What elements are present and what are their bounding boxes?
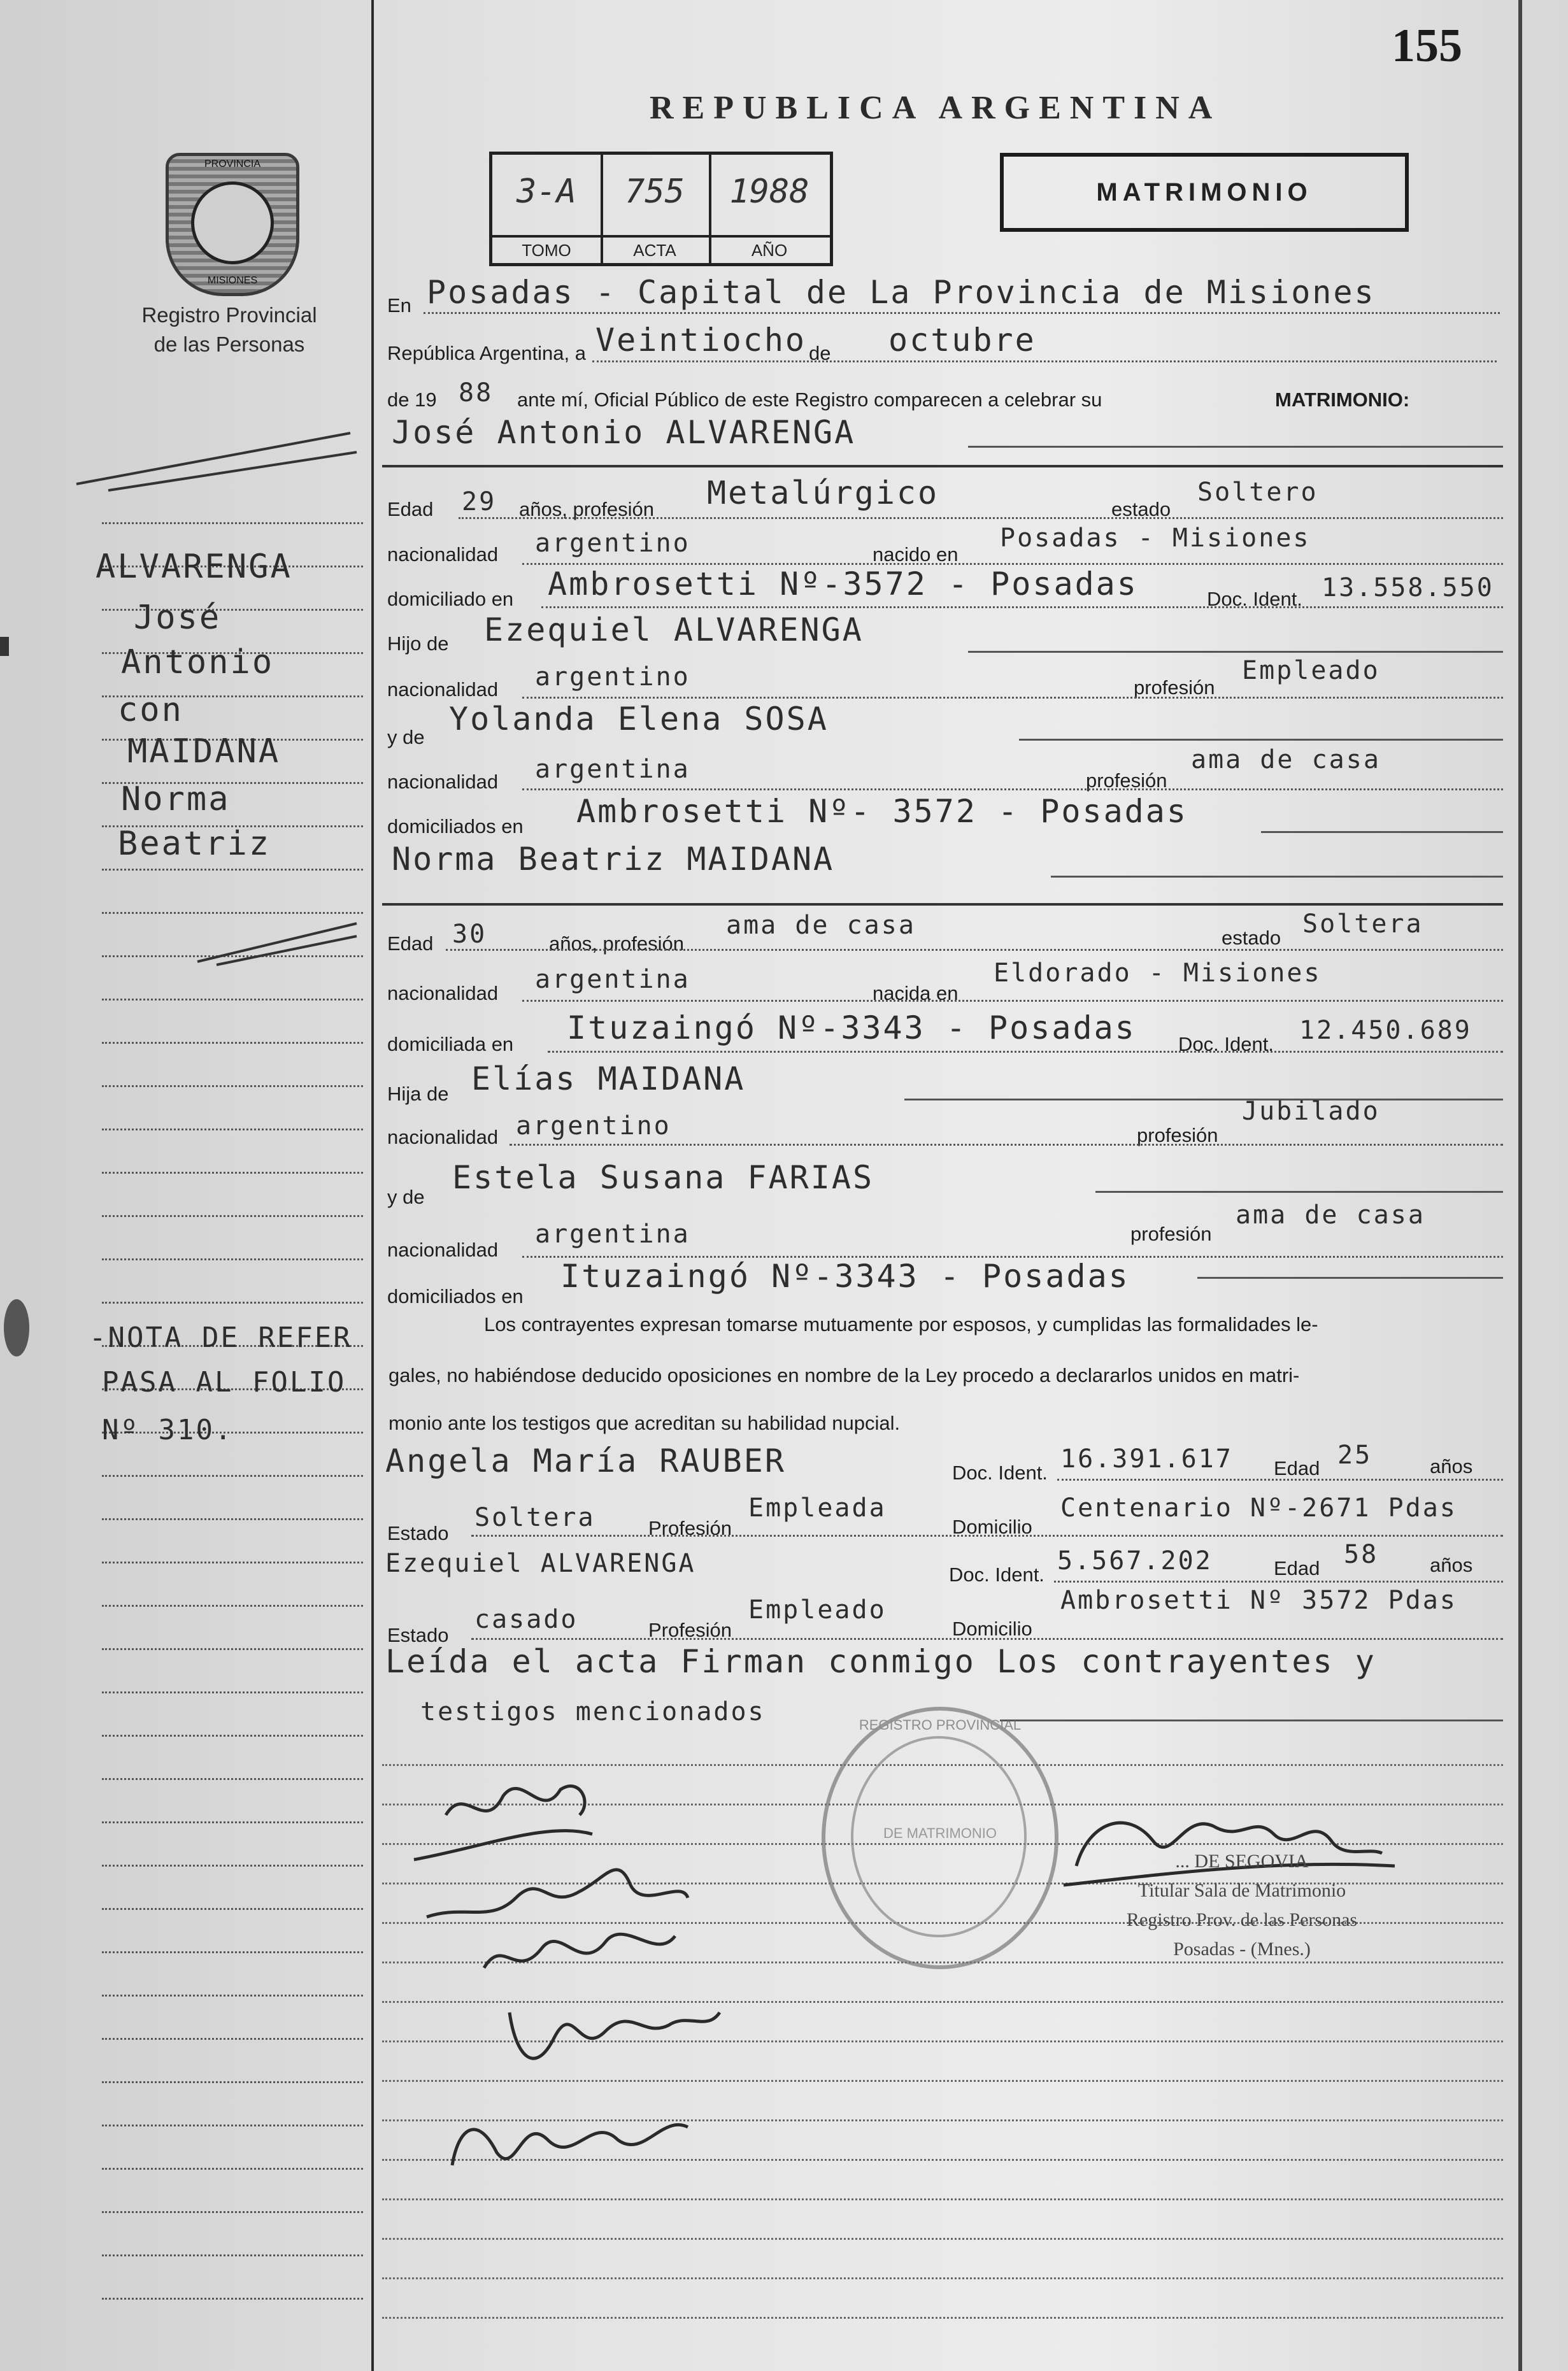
margin-rule-line [102, 2254, 363, 2256]
groom-mother-line [1019, 739, 1503, 741]
witness2-doc-line [1054, 1581, 1503, 1583]
declaration-line1: Los contrayentes expresan tomarse mutuamente por esposos, y cumplidas las formalidades le- [484, 1313, 1318, 1335]
groom-mprof-label: profesión [1086, 769, 1167, 792]
witness2-estado-line [471, 1638, 1503, 1640]
groom-mother-nac: argentina [535, 755, 690, 784]
witness1-prof: Empleada [748, 1493, 887, 1523]
margin-note-3: Nº 310. [102, 1414, 234, 1446]
bride-mother: Estela Susana FARIAS [452, 1159, 874, 1196]
reference-box [489, 152, 833, 266]
stamp-text-side: DE MATRIMONIO [883, 1825, 997, 1841]
groom-fprof-label: profesión [1134, 676, 1215, 699]
official-name: ... DE SEGOVIA [1175, 1851, 1309, 1872]
bride-nac-label: nacionalidad [387, 982, 499, 1004]
registry-stamp-icon [822, 1707, 1058, 1969]
bride-nacida-label: nacida en [873, 982, 959, 1004]
groom-mnac-label: nacionalidad [387, 771, 499, 793]
margin-con: con [118, 691, 183, 729]
witness1-prof-label: Profesión [648, 1517, 732, 1539]
bride-fnac-label: nacionalidad [387, 1126, 499, 1148]
witness1-estado-label: Estado [387, 1522, 449, 1544]
place-line [424, 312, 1500, 314]
signatures-parties [388, 1758, 796, 2242]
official-role1: Titular Sala de Matrimonio [1137, 1880, 1346, 1901]
margin-rule-line [102, 1042, 363, 1044]
groom-mother-prof: ama de casa [1191, 745, 1381, 774]
margin-note-2: PASA AL FOLIO [102, 1366, 346, 1399]
bride-mprof-label: profesión [1130, 1223, 1212, 1245]
republica-label: República Argentina, a [387, 342, 586, 364]
groom-father-line [968, 651, 1503, 653]
seal-text-bottom: MISIONES [207, 275, 258, 286]
bride-mother-prof: ama de casa [1236, 1200, 1425, 1230]
margin-rule-line [102, 1258, 363, 1260]
groom-fnac-label: nacionalidad [387, 678, 499, 701]
bride-dom-line [548, 1051, 1503, 1053]
margin-slash-2 [191, 917, 363, 968]
seal-text-top: PROVINCIA [204, 159, 260, 169]
place-value: Posadas - Capital de La Provincia de Misiones [427, 274, 1376, 311]
margin-rule-line [102, 1129, 363, 1130]
official-place: Posadas - (Mnes.) [1173, 1939, 1311, 1960]
bride-father-nac: argentino [516, 1111, 671, 1141]
margin-rule-line [102, 2168, 363, 2170]
bride-domicilio: Ituzaingó Nº-3343 - Posadas [567, 1009, 1136, 1046]
bride-pdom-line [1197, 1277, 1503, 1279]
margin-rule-line [102, 1951, 363, 1953]
paper-notch [4, 1299, 29, 1356]
groom-father-prof: Empleado [1242, 656, 1380, 685]
document-title: MATRIMONIO [1000, 153, 1409, 232]
official-block [1083, 1847, 1401, 1964]
margin-rule-line [102, 869, 363, 871]
witness1-doc: 16.391.617 [1060, 1444, 1233, 1474]
groom-nacido-label: nacido en [873, 543, 959, 566]
margin-rule-line [102, 2298, 363, 2300]
margin-rule-line [102, 1605, 363, 1607]
groom-name-line [968, 446, 1503, 448]
anio-value: 1988 [729, 173, 809, 211]
margin-rule-line [102, 1691, 363, 1693]
margin-given-2a: Norma [121, 780, 231, 818]
groom-pdom-line [1261, 831, 1503, 833]
witness1-edad-label: Edad [1274, 1457, 1320, 1479]
acta-value: 755 [625, 173, 685, 211]
groom-edad: 29 [462, 487, 497, 516]
groom-nac-line [522, 563, 1503, 565]
groom-pdom-label: domiciliados en [387, 815, 524, 837]
bride-nac-line [522, 1000, 1503, 1002]
groom-estado-label: estado [1111, 498, 1171, 520]
margin-rule [371, 0, 374, 2371]
bride-father-line [904, 1099, 1503, 1100]
bride-nacionalidad: argentina [535, 965, 690, 994]
witness2-estado-label: Estado [387, 1624, 449, 1646]
groom-nacido-en: Posadas - Misiones [1000, 523, 1311, 553]
witness2-doc: 5.567.202 [1057, 1546, 1213, 1576]
tomo-cell [492, 155, 603, 263]
groom-anios-label: años, profesión [519, 498, 654, 520]
bride-mother-nac: argentina [535, 1220, 690, 1249]
bride-father-prof: Jubilado [1242, 1097, 1380, 1126]
margin-rule-line [102, 912, 363, 914]
acta-label: ACTA [601, 235, 709, 263]
groom-parents-dom: Ambrosetti Nº- 3572 - Posadas [576, 793, 1188, 830]
witness2-edad: 58 [1344, 1540, 1379, 1569]
groom-full-name: José Antonio ALVARENGA [392, 414, 856, 451]
bride-estado-label: estado [1222, 927, 1281, 949]
declaration-line3: monio ante los testigos que acreditan su habilidad nupcial. [388, 1412, 901, 1434]
witness1-dom: Centenario Nº-2671 Pdas [1060, 1493, 1457, 1523]
bride-dom-label: domiciliada en [387, 1033, 514, 1055]
groom-y-de-label: y de [387, 726, 425, 748]
margin-rule-line [102, 999, 363, 1000]
margin-slash-1 [70, 427, 363, 497]
margin-rule-line [102, 522, 363, 524]
bride-father-label: Hija de [387, 1083, 449, 1105]
groom-domicilio: Ambrosetti Nº-3572 - Posadas [548, 566, 1138, 602]
margin-given-1a: José [134, 599, 222, 637]
groom-father: Ezequiel ALVARENGA [484, 611, 864, 648]
edge-tick [0, 637, 9, 656]
groom-nac-label: nacionalidad [387, 543, 499, 566]
witness1-anios-label: años [1430, 1455, 1473, 1477]
groom-dom-line [541, 606, 1503, 608]
groom-divider [382, 465, 1503, 467]
margin-given-1b: Antonio [121, 643, 274, 681]
bride-full-name: Norma Beatriz MAIDANA [392, 841, 835, 878]
bride-y-de-label: y de [387, 1186, 425, 1208]
bride-edad-line [446, 949, 1503, 951]
date-line [592, 360, 1497, 362]
margin-rule-line [102, 1302, 363, 1304]
bride-estado: Soltera [1302, 909, 1423, 939]
issuing-office [108, 301, 350, 359]
groom-father-nac: argentino [535, 662, 690, 692]
day-value: Veintiocho [595, 322, 807, 359]
seal-emblem [191, 182, 274, 264]
witness1-doc-line [1057, 1479, 1503, 1481]
margin-rule-line [102, 1735, 363, 1737]
bride-fprof-label: profesión [1137, 1124, 1218, 1146]
witness2-estado: casado [474, 1605, 578, 1634]
groom-mnac-line [522, 788, 1503, 790]
groom-edad-line [459, 517, 1503, 519]
bride-anios-label: años, profesión [549, 932, 684, 955]
stamp-text-top: REGISTRO PROVINCIAL [859, 1717, 1022, 1733]
witness2-anios-label: años [1430, 1554, 1473, 1576]
groom-nacionalidad: argentino [535, 529, 690, 558]
groom-doc: 13.558.550 [1322, 573, 1494, 602]
margin-rule-line [102, 1648, 363, 1650]
bride-divider [382, 903, 1503, 906]
margin-rule-line [102, 1172, 363, 1174]
witness2-name: Ezequiel ALVARENGA [385, 1549, 696, 1578]
margin-rule-line [102, 1995, 363, 1997]
bride-mother-line [1095, 1191, 1503, 1193]
issuing-office-line1: Registro Provincial [141, 303, 317, 327]
page-edge [1518, 0, 1522, 2371]
margin-rule-line [102, 2211, 363, 2213]
margin-rule-line [102, 1518, 363, 1520]
folio-number: 155 [1392, 20, 1462, 72]
closing-line1: Leída el acta Firman conmigo Los contrayentes y [385, 1643, 1376, 1680]
intro-text: ante mí, Oficial Público de este Registro comparecen a celebrar su [517, 388, 1102, 411]
margin-note-1: -NOTA DE REFER [89, 1321, 352, 1354]
margin-rule-line [102, 1562, 363, 1563]
witness1-doc-label: Doc. Ident. [952, 1462, 1048, 1484]
witness2-doc-label: Doc. Ident. [949, 1563, 1044, 1586]
official-role2: Registro Prov. de las Personas [1126, 1909, 1358, 1930]
bride-pdom-label: domiciliados en [387, 1285, 524, 1307]
bride-fnac-line [510, 1144, 1503, 1146]
tomo-label: TOMO [492, 235, 601, 263]
margin-rule-line [102, 1821, 363, 1823]
witness2-edad-label: Edad [1274, 1557, 1320, 1579]
margin-rule-line [102, 2081, 363, 2083]
witness2-dom-label: Domicilio [952, 1618, 1032, 1640]
margin-rule-line [102, 1215, 363, 1217]
witness1-name: Angela María RAUBER [385, 1442, 786, 1479]
groom-dom-label: domiciliado en [387, 588, 514, 610]
witness1-dom-label: Domicilio [952, 1516, 1032, 1538]
bride-edad: 30 [452, 920, 487, 949]
year-suffix: 88 [459, 378, 494, 408]
bride-parents-dom: Ituzaingó Nº-3343 - Posadas [560, 1258, 1130, 1295]
body-rule-line [382, 2277, 1503, 2279]
margin-rule-line [102, 2038, 363, 2040]
margin-surname-2: MAIDANA [127, 732, 281, 771]
margin-rule-line [102, 2125, 363, 2126]
margin-rule-line [102, 1085, 363, 1087]
bride-doc-label: Doc. Ident. [1178, 1033, 1274, 1055]
groom-edad-label: Edad [387, 498, 434, 520]
groom-father-label: Hijo de [387, 632, 449, 655]
tomo-value: 3-A [517, 173, 576, 211]
groom-profesion: Metalúrgico [707, 474, 939, 511]
issuing-office-line2: de las Personas [153, 332, 305, 356]
margin-rule-line [102, 1865, 363, 1867]
body-rule-line [382, 2317, 1503, 2319]
witness2-prof-label: Profesión [648, 1619, 732, 1641]
witness1-estado: Soltera [474, 1503, 595, 1532]
anio-cell [709, 155, 830, 263]
bride-edad-label: Edad [387, 932, 434, 955]
groom-doc-label: Doc. Ident. [1207, 588, 1302, 610]
margin-rule-line [102, 1908, 363, 1910]
margin-surname-1: ALVARENGA [96, 548, 292, 586]
bride-doc: 12.450.689 [1299, 1016, 1472, 1045]
en-label: En [387, 294, 411, 317]
bride-mnac-label: nacionalidad [387, 1239, 499, 1261]
groom-mother: Yolanda Elena SOSA [449, 701, 829, 737]
month-value: octubre [888, 322, 1036, 359]
margin-given-2b: Beatriz [118, 825, 271, 863]
de-label: de [809, 342, 831, 364]
witness1-estado-line [471, 1535, 1503, 1537]
acta-cell [601, 155, 711, 263]
declaration-line2: gales, no habiéndose deducido oposiciones en nombre de la Ley procedo a declararlos unidos en matri- [388, 1364, 1300, 1386]
anio-label: AÑO [709, 235, 830, 263]
bride-profesion: ama de casa [726, 911, 916, 940]
closing-line [1000, 1720, 1503, 1721]
groom-fnac-line [522, 697, 1503, 699]
country-heading: REPUBLICA ARGENTINA [650, 90, 1222, 126]
bride-name-line [1051, 876, 1503, 878]
bride-father: Elías MAIDANA [471, 1060, 746, 1097]
bride-nacida-en: Eldorado - Misiones [994, 958, 1322, 988]
year-prefix: de 19 [387, 388, 437, 411]
margin-rule-line [102, 1475, 363, 1477]
groom-estado: Soltero [1197, 478, 1318, 507]
witness2-dom: Ambrosetti Nº 3572 Pdas [1060, 1586, 1457, 1615]
provincial-seal-icon [166, 153, 299, 296]
witness1-edad: 25 [1337, 1441, 1372, 1470]
margin-rule-line [102, 1778, 363, 1780]
intro-bold: MATRIMONIO: [1275, 388, 1410, 411]
witness2-prof: Empleado [748, 1595, 887, 1625]
closing-line2: testigos mencionados [420, 1697, 766, 1727]
